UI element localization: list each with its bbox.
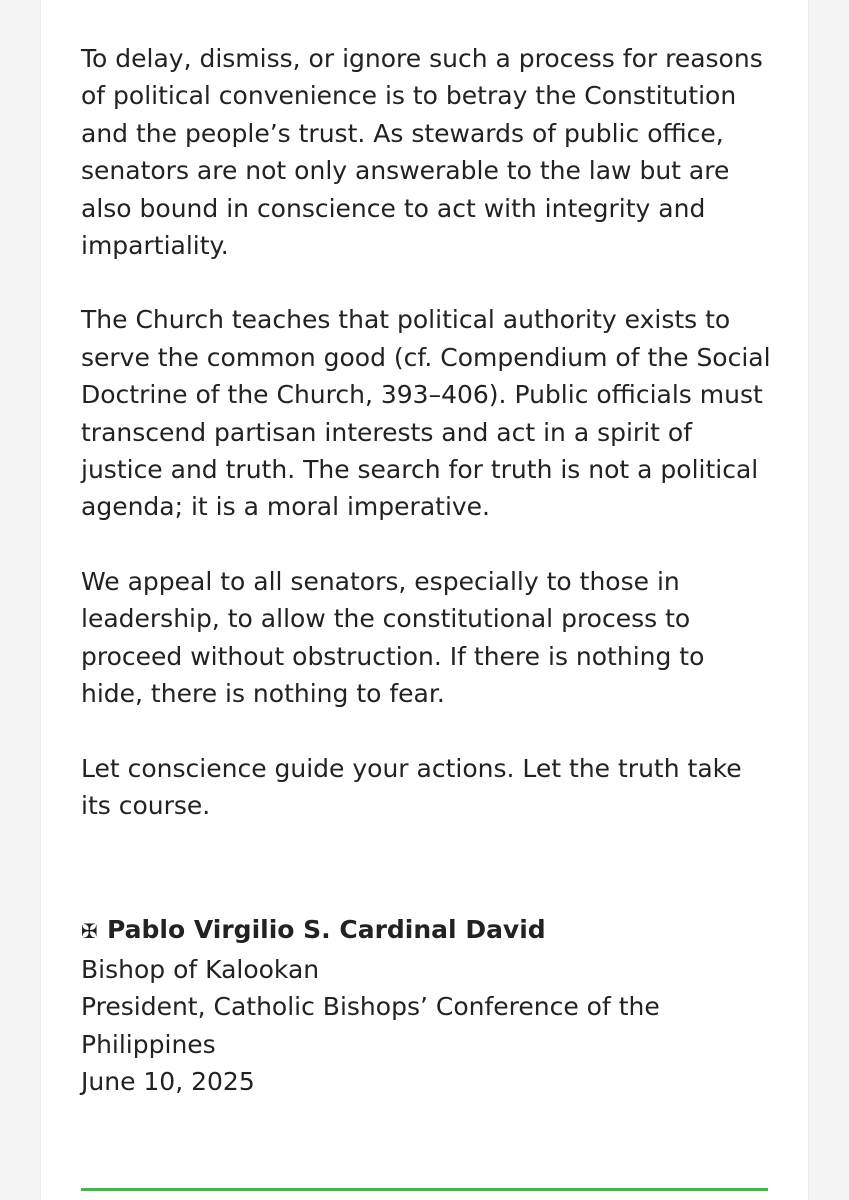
paragraph-4: Let conscience guide your actions. Let the truth take its course.: [81, 753, 742, 820]
statement-date: June 10, 2025: [81, 1066, 255, 1096]
cross-icon: ✠: [81, 919, 98, 944]
green-divider: [81, 1188, 768, 1191]
paragraph-3: We appeal to all senators, especially to those in leadership, to allow the constitutional process to proceed without obstruction. If there is nothing to hide, there is nothing to fear.: [81, 566, 705, 709]
paragraph-1: To delay, dismiss, or ignore such a process for reasons of political convenience is to betray the Constitution and the people’s trust. As stewards of public office, senators are not only answerable to the law but are also bound in conscience to act with integrity and impartiality.: [81, 44, 763, 261]
paragraph-2: The Church teaches that political authority exists to serve the common good (cf. Compendium of the Social Doctrine of the Church, 393–406). Public officials must transcend partisan interests and act in a spirit of justice and truth. The search for truth is not a political agenda; it is a moral imperative.: [81, 305, 771, 522]
signatory-title: Bishop of Kalookan: [81, 954, 320, 984]
signatory-name: Pablo Virgilio S. Cardinal David: [107, 915, 546, 945]
document-page: [41, 0, 808, 1200]
statement-body: [81, 40, 771, 1100]
signatory-name-line: [81, 911, 771, 950]
signature-block: [81, 911, 771, 1100]
spacer: [81, 861, 771, 911]
signatory-position: President, Catholic Bishops’ Conference of the Philippines: [81, 992, 660, 1059]
